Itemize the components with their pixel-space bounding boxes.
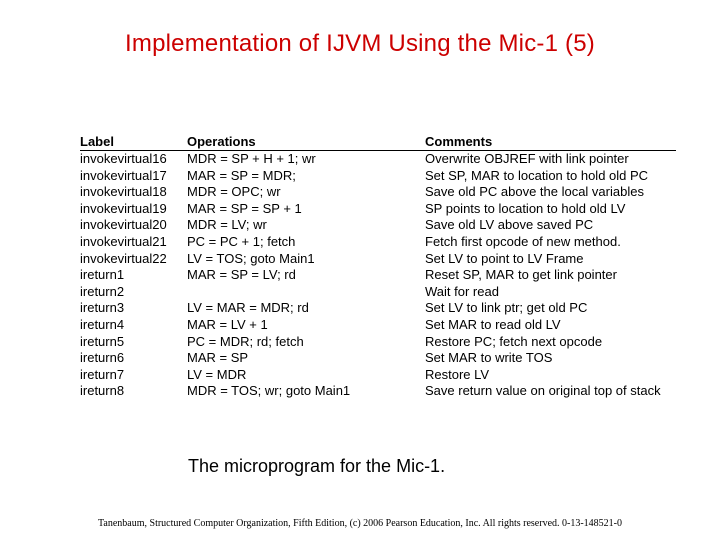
row-comment: Restore PC; fetch next opcode <box>425 333 603 349</box>
row-operations: LV = TOS; goto Main1 <box>187 250 315 266</box>
row-operations: MDR = TOS; wr; goto Main1 <box>187 383 351 399</box>
row-operations: MAR = SP = SP + 1 <box>187 200 302 216</box>
row-label: invokevirtual18 <box>80 184 167 200</box>
row-operations: MAR = SP = MDR; <box>187 167 296 183</box>
table-row <box>80 383 676 400</box>
row-operations: MDR = OPC; wr <box>187 184 281 200</box>
row-operations: LV = MAR = MDR; rd <box>187 300 309 316</box>
table-body <box>80 151 676 400</box>
row-comment: Save old PC above the local variables <box>425 184 644 200</box>
row-comment: Set MAR to read old LV <box>425 316 561 332</box>
row-comment: SP points to location to hold old LV <box>425 200 626 216</box>
row-label: ireturn6 <box>80 350 125 366</box>
row-label: ireturn7 <box>80 366 125 382</box>
row-operations: PC = MDR; rd; fetch <box>187 333 304 349</box>
row-label: ireturn1 <box>80 267 125 283</box>
row-label: invokevirtual19 <box>80 200 167 216</box>
row-comment: Save old LV above saved PC <box>425 217 594 233</box>
table-row <box>80 234 676 251</box>
row-operations <box>187 284 425 301</box>
header-label: Label <box>80 132 187 151</box>
row-operations: MDR = LV; wr <box>187 217 267 233</box>
row-comment: Set LV to point to LV Frame <box>425 250 584 266</box>
table-row <box>80 217 676 234</box>
row-comment: Set SP, MAR to location to hold old PC <box>425 167 649 183</box>
table-row <box>80 251 676 268</box>
table-header-row <box>80 132 676 151</box>
row-comment: Restore LV <box>425 366 490 382</box>
row-label: invokevirtual22 <box>80 250 167 266</box>
header-comments: Comments <box>425 132 676 151</box>
table-row <box>80 300 676 317</box>
row-comment: Fetch first opcode of new method. <box>425 233 621 249</box>
copyright-footer: Tanenbaum, Structured Computer Organization, Fifth Edition, (c) 2006 Pearson Education, Inc. All rights reserved. 0-13-148521-0 <box>98 518 622 529</box>
slide-title: Implementation of IJVM Using the Mic-1 (5) <box>125 30 595 57</box>
row-operations: MAR = SP = LV; rd <box>187 267 296 283</box>
table-row <box>80 350 676 367</box>
row-label: ireturn3 <box>80 300 125 316</box>
row-operations: PC = PC + 1; fetch <box>187 233 296 249</box>
row-comment: Save return value on original top of stack <box>425 383 661 399</box>
table-row <box>80 201 676 218</box>
row-comment: Overwrite OBJREF with link pointer <box>425 151 629 166</box>
row-label: ireturn2 <box>80 283 125 299</box>
row-label: ireturn8 <box>80 383 125 399</box>
table-row <box>80 284 676 301</box>
table-row <box>80 334 676 351</box>
header-operations: Operations <box>187 132 425 151</box>
row-operations: MAR = SP <box>187 350 249 366</box>
table-row <box>80 267 676 284</box>
table-row <box>80 184 676 201</box>
row-comment: Wait for read <box>425 283 499 299</box>
row-label: invokevirtual20 <box>80 217 167 233</box>
row-comment: Reset SP, MAR to get link pointer <box>425 267 617 283</box>
row-label: invokevirtual17 <box>80 167 167 183</box>
figure-caption: The microprogram for the Mic-1. <box>188 456 446 476</box>
table-row <box>80 367 676 384</box>
row-label: ireturn5 <box>80 333 125 349</box>
table-row <box>80 168 676 185</box>
row-operations: LV = MDR <box>187 366 247 382</box>
table-row <box>80 151 676 168</box>
row-label: invokevirtual16 <box>80 151 167 166</box>
row-label: ireturn4 <box>80 316 125 332</box>
row-operations: MDR = SP + H + 1; wr <box>187 151 316 166</box>
table-row <box>80 317 676 334</box>
row-comment: Set LV to link ptr; get old PC <box>425 300 588 316</box>
row-operations: MAR = LV + 1 <box>187 316 268 332</box>
row-label: invokevirtual21 <box>80 233 167 249</box>
row-comment: Set MAR to write TOS <box>425 350 553 366</box>
microprogram-table <box>80 132 676 400</box>
